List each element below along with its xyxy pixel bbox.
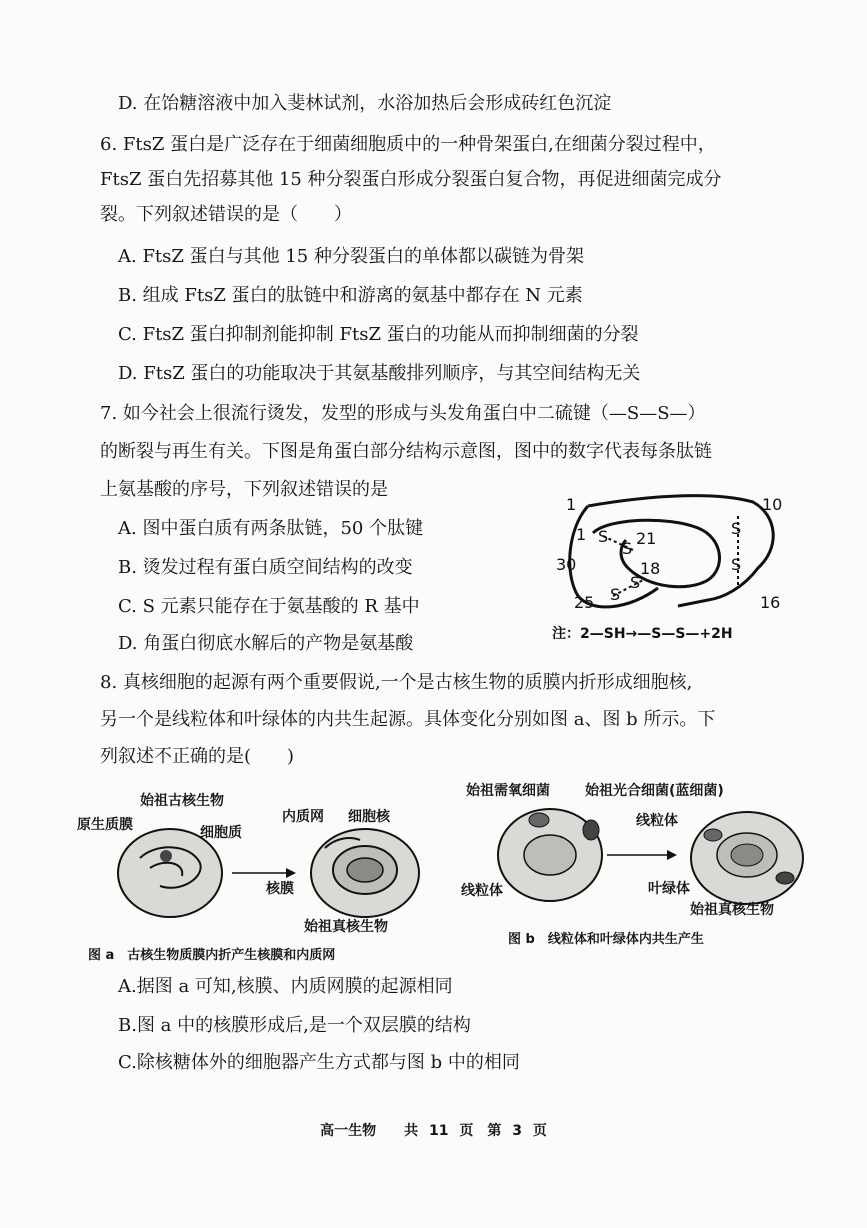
keratin-s-5: S <box>610 585 621 604</box>
q8-stem-1: 8. 真核细胞的起源有两个重要假说,一个是古核生物的质膜内折形成细胞核, <box>100 672 693 693</box>
q8-stem-3: 列叙述不正确的是( ) <box>100 746 295 767</box>
q6-option-c: C. FtsZ 蛋白抑制剂能抑制 FtsZ 蛋白的功能从而抑制细菌的分裂 <box>118 324 639 345</box>
q6-option-b: B. 组成 FtsZ 蛋白的肽链中和游离的氨基中都存在 N 元素 <box>118 285 583 306</box>
q7-option-b: B. 烫发过程有蛋白质空间结构的改变 <box>118 557 413 578</box>
fig-b-label-ancestor-eukaryote: 始祖真核生物 <box>690 902 774 918</box>
q6-stem-2: FtsZ 蛋白先招募其他 15 种分裂蛋白形成分裂蛋白复合物，再促进细菌完成分 <box>100 169 722 190</box>
keratin-label-18: 18 <box>640 559 661 578</box>
fig-b-label-aerobic-bacterium: 始祖需氧细菌 <box>466 783 550 799</box>
fig-b-label-chloroplast: 叶绿体 <box>648 881 690 897</box>
fig-b-label-mitochondrion-left: 线粒体 <box>461 883 503 899</box>
fig-a-label-cytoplasm: 细胞质 <box>200 825 242 841</box>
q6-option-d: D. FtsZ 蛋白的功能取决于其氨基酸排列顺序，与其空间结构无关 <box>118 363 641 384</box>
fig-a-label-nuclear-envelope: 核膜 <box>266 881 294 897</box>
q7-stem-3: 上氨基酸的序号，下列叙述错误的是 <box>100 479 388 500</box>
keratin-s-2: S <box>731 555 742 574</box>
keratin-label-25: 25 <box>574 593 595 612</box>
q7-stem-2: 的断裂与再生有关。下图是角蛋白部分结构示意图，图中的数字代表每条肽链 <box>100 441 712 462</box>
q7-option-c: C. S 元素只能存在于氨基酸的 R 基中 <box>118 596 420 617</box>
keratin-label-1: 1 <box>566 495 577 514</box>
q8-option-b: B.图 a 中的核膜形成后,是一个双层膜的结构 <box>118 1015 471 1036</box>
q5-option-d: D. 在饴糖溶液中加入斐林试剂，水浴加热后会形成砖红色沉淀 <box>118 93 612 114</box>
q6-stem-1: 6. FtsZ 蛋白是广泛存在于细菌细胞质中的一种骨架蛋白,在细菌分裂过程中， <box>100 134 716 155</box>
keratin-label-16: 16 <box>760 593 781 612</box>
keratin-s-4: S <box>622 539 633 558</box>
keratin-note: 注：2—SH→—S—S—+2H <box>552 626 733 642</box>
keratin-label-10: 10 <box>762 495 783 514</box>
fig-a-label-nucleus: 细胞核 <box>348 809 390 825</box>
fig-b-caption: 图 b 线粒体和叶绿体内共生产生 <box>508 932 704 947</box>
fig-a-caption: 图 a 古核生物质膜内折产生核膜和内质网 <box>88 948 336 963</box>
fig-a-label-ancestor-eukaryote: 始祖真核生物 <box>304 919 388 935</box>
keratin-label-21: 21 <box>636 529 657 548</box>
fig-a-label-er: 内质网 <box>282 809 324 825</box>
keratin-structure-diagram <box>548 488 808 648</box>
keratin-s-6: S <box>630 573 641 592</box>
q8-option-a: A.据图 a 可知,核膜、内质网膜的起源相同 <box>118 976 453 997</box>
keratin-label-30: 30 <box>556 555 577 574</box>
fig-b-label-mitochondrion-right: 线粒体 <box>636 813 678 829</box>
keratin-label-1b: 1 <box>576 525 587 544</box>
q6-option-a: A. FtsZ 蛋白与其他 15 种分裂蛋白的单体都以碳链为骨架 <box>118 246 584 267</box>
q8-stem-2: 另一个是线粒体和叶绿体的内共生起源。具体变化分别如图 a、图 b 所示。下 <box>100 709 716 730</box>
fig-b-label-cyanobacterium: 始祖光合细菌(蓝细菌) <box>585 783 724 799</box>
figure-a-cells <box>110 818 470 928</box>
q7-option-a: A. 图中蛋白质有两条肽链，50 个肽键 <box>118 518 424 539</box>
fig-a-label-plasma-membrane: 原生质膜 <box>77 817 133 833</box>
fig-a-label-ancestor-archaea: 始祖古核生物 <box>140 793 224 809</box>
q7-option-d: D. 角蛋白彻底水解后的产物是氨基酸 <box>118 633 414 654</box>
q6-stem-3: 裂。下列叙述错误的是（ ） <box>100 204 352 225</box>
keratin-s-3: S <box>598 527 609 546</box>
q7-stem-1: 7. 如今社会上很流行烫发，发型的形成与头发角蛋白中二硫键（—S—S—） <box>100 403 706 424</box>
keratin-s-1: S <box>731 519 742 538</box>
page-footer: 高一生物 共 11 页 第 3 页 <box>320 1123 547 1139</box>
q8-option-c: C.除核糖体外的细胞器产生方式都与图 b 中的相同 <box>118 1052 520 1073</box>
